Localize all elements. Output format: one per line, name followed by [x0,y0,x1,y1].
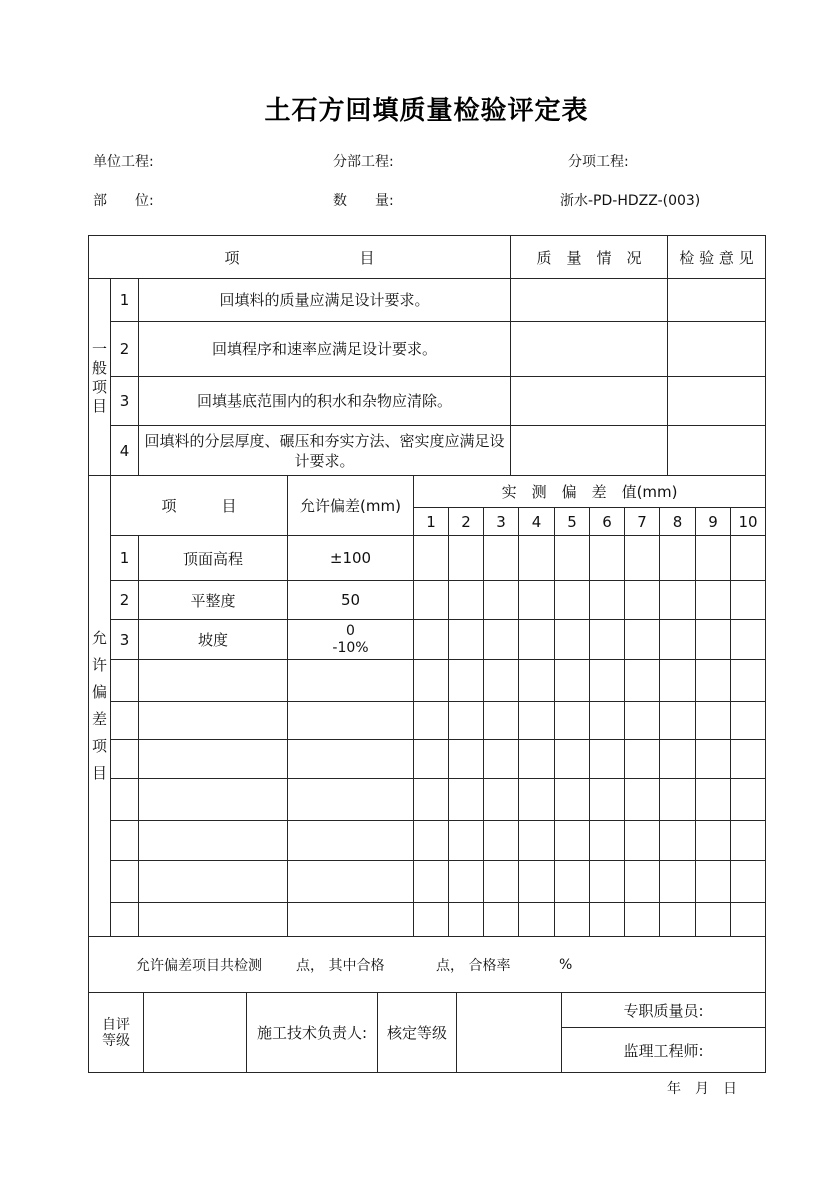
measured-value-cell [731,660,766,702]
table-row [89,536,766,581]
measured-value-cell [660,581,696,620]
table-row [89,279,766,322]
item-number-cell: 1 [111,279,139,322]
measured-value-cell [449,779,484,821]
measured-value-cell [484,702,519,740]
measured-value-cell [484,740,519,779]
measured-value-cell [519,702,555,740]
self-grade-label-cell [89,993,144,1073]
measured-value-cell [660,903,696,937]
measured-value-cell [696,660,731,702]
deviation-item-header-cell: 项 目 [111,476,288,536]
measured-value-cell [449,536,484,581]
empty-row [89,903,766,937]
deviation-item-name-cell [139,861,288,903]
slope-value-top: 0 [346,622,355,639]
measured-value-cell [414,620,449,660]
measured-value-cell [555,903,590,937]
measure-col-header: 8 [660,508,696,536]
measured-value-cell [414,581,449,620]
quality-status-cell [511,377,668,426]
allowed-deviation-value-cell: 50 [288,581,414,620]
allowed-deviation-value-cell [288,861,414,903]
measured-value-cell [519,779,555,821]
item-number-cell [111,740,139,779]
general-items-table [88,235,766,477]
quality-status-header-cell: 质 量 情 况 [511,236,668,279]
measured-value-cell [555,660,590,702]
measured-value-cell [519,740,555,779]
verify-grade-value-cell [457,993,562,1073]
measured-value-cell [519,821,555,861]
item-number-cell [111,821,139,861]
detect-count-label: 允许偏差项目共检测 [136,957,262,974]
deviation-item-name-cell [139,740,288,779]
measure-col-header: 7 [625,508,660,536]
qualified-count-label: 点， 其中合格 [296,957,385,974]
measured-value-cell [484,903,519,937]
division-project-label: 分部工程: [333,154,394,170]
table-row [89,426,766,477]
measured-value-cell [484,581,519,620]
item-header-cell: 项 目 [89,236,511,279]
deviation-item-name-cell [139,660,288,702]
measured-value-cell [590,821,625,861]
allowed-deviation-value-cell [288,660,414,702]
measured-value-cell [590,861,625,903]
measured-value-cell [449,861,484,903]
measured-value-cell [696,702,731,740]
measured-value-cell [590,779,625,821]
measured-value-cell [519,620,555,660]
allowed-deviation-value-cell: ±100 [288,536,414,581]
empty-row [89,660,766,702]
measured-value-cell [660,702,696,740]
measured-value-cell [731,620,766,660]
measured-value-cell [519,903,555,937]
measured-value-cell [625,620,660,660]
table-header-row [89,476,766,508]
quality-status-cell [511,426,668,477]
verify-grade-label-cell: 核定等级 [378,993,457,1073]
measured-value-cell [449,581,484,620]
percent-sign: % [559,956,573,973]
quantity-label: 数 量: [333,193,394,209]
measured-value-cell [590,660,625,702]
general-items-side-label-cell [89,279,111,477]
measured-value-cell [519,581,555,620]
table-row [89,322,766,377]
location-label: 部 位: [93,193,154,209]
measured-value-cell [731,903,766,937]
measured-value-cell [590,581,625,620]
grade-signature-table [88,992,766,1073]
item-text-cell: 回填料的质量应满足设计要求。 [139,279,511,322]
form-code: 浙水-PD-HDZZ-(003) [560,193,701,209]
summary-cell [89,937,766,993]
deviation-item-name-cell: 顶面高程 [139,536,288,581]
measured-value-cell [484,536,519,581]
measured-value-cell [660,660,696,702]
measured-value-cell [731,821,766,861]
measured-value-cell [590,620,625,660]
item-number-cell: 1 [111,536,139,581]
measured-value-cell [696,779,731,821]
item-number-cell [111,660,139,702]
measured-value-cell [660,740,696,779]
measured-value-cell [555,821,590,861]
empty-row [89,861,766,903]
tech-lead-label-cell: 施工技术负责人: [247,993,378,1073]
inspection-opinion-header-cell: 检 验 意 见 [668,236,766,279]
inspection-opinion-cell [668,377,766,426]
summary-content [89,938,765,992]
measured-value-cell [555,861,590,903]
slope-value-bottom: -10% [332,639,369,656]
item-text-cell: 回填料的分层厚度、碾压和夯实方法、密实度应满足设计要求。 [139,426,511,477]
measured-value-cell [449,903,484,937]
inspection-opinion-cell [668,279,766,322]
measured-value-cell [625,821,660,861]
measured-value-cell [696,861,731,903]
measured-value-cell [696,536,731,581]
measured-value-cell [519,536,555,581]
deviation-side-label-cell [89,476,111,937]
empty-row [89,702,766,740]
measured-value-cell [519,861,555,903]
measured-value-cell [731,581,766,620]
measured-value-cell [625,903,660,937]
measured-value-cell [484,660,519,702]
deviation-items-table [88,475,766,937]
quality-status-cell [511,279,668,322]
pass-rate-label: 点， 合格率 [436,957,511,974]
inspection-opinion-cell [668,426,766,477]
measure-col-header: 5 [555,508,590,536]
measured-value-cell [555,740,590,779]
allowed-deviation-value-cell [288,779,414,821]
measured-value-cell [660,536,696,581]
measured-value-cell [590,903,625,937]
measured-value-cell [696,581,731,620]
measured-value-cell [449,620,484,660]
measured-value-cell [449,821,484,861]
measured-value-cell [414,740,449,779]
measured-value-cell [660,821,696,861]
summary-row [89,937,766,993]
item-number-cell [111,903,139,937]
measure-col-header: 6 [590,508,625,536]
measured-value-cell [625,536,660,581]
deviation-item-name-cell: 平整度 [139,581,288,620]
measured-value-cell [660,861,696,903]
measured-value-cell [414,536,449,581]
table-row [89,620,766,660]
item-number-cell [111,779,139,821]
empty-row [89,740,766,779]
measured-value-cell [625,581,660,620]
item-number-cell: 2 [111,581,139,620]
measured-value-cell [555,536,590,581]
measured-value-cell [731,861,766,903]
measured-value-cell [414,903,449,937]
measured-value-cell [590,740,625,779]
measured-value-cell [414,779,449,821]
self-grade-label: 自评等级 [102,1016,130,1049]
item-number-cell: 2 [111,322,139,377]
item-number-cell [111,702,139,740]
measure-col-header: 9 [696,508,731,536]
deviation-side-label: 允许偏差项目 [91,629,107,782]
empty-row [89,821,766,861]
measured-value-cell [484,620,519,660]
deviation-item-name-cell: 坡度 [139,620,288,660]
measured-value-cell [555,620,590,660]
measured-value-cell [414,821,449,861]
measured-value-cell [731,702,766,740]
deviation-item-name-cell [139,821,288,861]
quality-status-cell [511,322,668,377]
measured-value-cell [484,861,519,903]
measured-value-cell [449,660,484,702]
measure-col-header: 4 [519,508,555,536]
allowed-deviation-value-cell [288,903,414,937]
measured-value-cell [696,821,731,861]
unit-project-label: 单位工程: [93,154,154,170]
measured-value-cell [519,660,555,702]
allowed-deviation-value-cell [288,702,414,740]
measured-value-cell [555,779,590,821]
table-row [89,377,766,426]
sub-project-label: 分项工程: [568,154,629,170]
measured-value-cell [449,740,484,779]
measured-value-cell [625,702,660,740]
measured-value-cell [625,660,660,702]
measured-value-cell [555,702,590,740]
table-row [89,993,766,1028]
item-number-cell: 3 [111,377,139,426]
allowed-deviation-value-cell [288,740,414,779]
measured-value-cell [590,702,625,740]
deviation-item-name-cell [139,779,288,821]
allowed-deviation-value-cell [288,821,414,861]
measured-value-cell [625,779,660,821]
table-row [89,581,766,620]
measured-value-cell [555,581,590,620]
item-text-cell: 回填程序和速率应满足设计要求。 [139,322,511,377]
measured-value-cell [414,660,449,702]
measured-value-cell [484,821,519,861]
item-text-cell: 回填基底范围内的积水和杂物应清除。 [139,377,511,426]
allowed-deviation-header-cell: 允许偏差(mm) [288,476,414,536]
measured-value-cell [731,779,766,821]
summary-table [88,936,766,993]
general-items-side-label: 一般项目 [91,339,107,415]
measured-deviation-header-cell: 实 测 偏 差 值(mm) [414,476,766,508]
self-grade-value-cell [144,993,247,1073]
measured-value-cell [414,861,449,903]
allowed-deviation-value-cell [288,620,414,660]
measured-value-cell [625,861,660,903]
deviation-item-name-cell [139,903,288,937]
measured-value-cell [660,620,696,660]
measured-value-cell [696,620,731,660]
quality-officer-label-cell: 专职质量员: [562,993,766,1028]
supervisor-label-cell: 监理工程师: [562,1028,766,1073]
date-line: 年 月 日 [667,1081,737,1097]
measured-value-cell [625,740,660,779]
measure-col-header: 2 [449,508,484,536]
measured-value-cell [660,779,696,821]
measure-col-header: 1 [414,508,449,536]
item-number-cell: 3 [111,620,139,660]
inspection-opinion-cell [668,322,766,377]
measured-value-cell [484,779,519,821]
measured-value-cell [449,702,484,740]
item-number-cell: 4 [111,426,139,477]
table-header-row [89,236,766,279]
measure-col-header: 10 [731,508,766,536]
empty-row [89,779,766,821]
measure-col-header: 3 [484,508,519,536]
page-title: 土石方回填质量检验评定表 [264,96,589,126]
item-number-cell [111,861,139,903]
measured-value-cell [414,702,449,740]
measured-value-cell [696,740,731,779]
measured-value-cell [696,903,731,937]
measured-value-cell [590,536,625,581]
deviation-item-name-cell [139,702,288,740]
measured-value-cell [731,740,766,779]
measured-value-cell [731,536,766,581]
